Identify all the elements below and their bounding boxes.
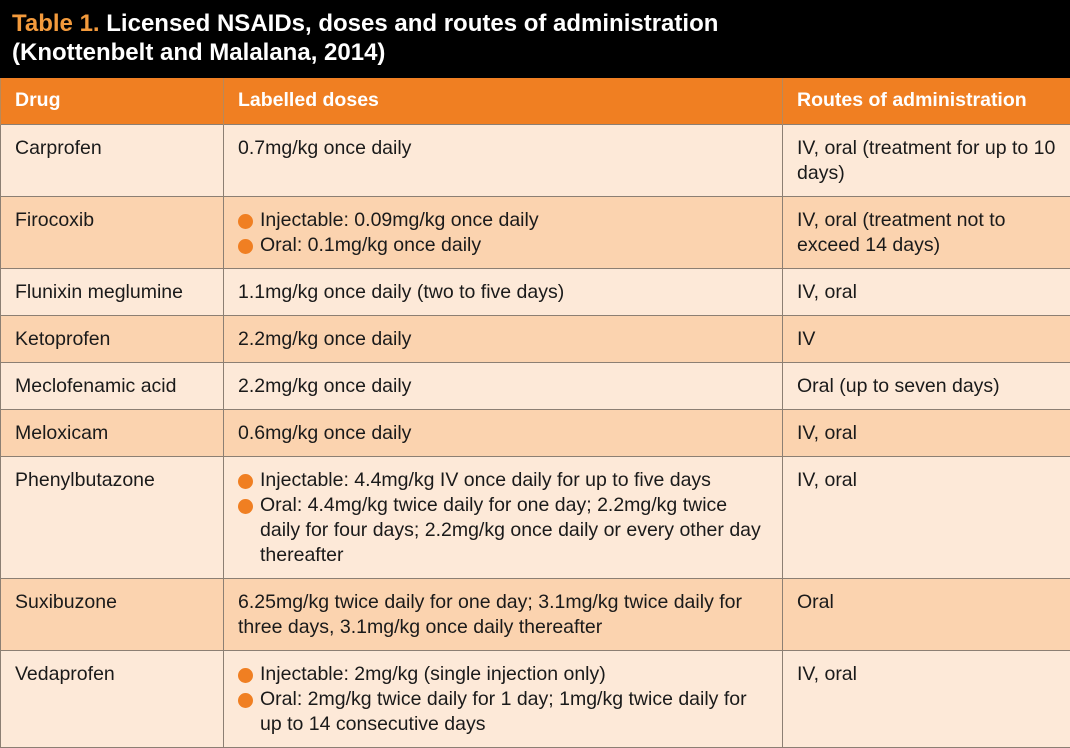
drug-cell: Vedaprofen <box>1 650 224 747</box>
route-cell: IV, oral <box>783 456 1070 578</box>
dose-cell <box>224 124 783 196</box>
bullet-icon <box>238 499 253 514</box>
route-cell: IV, oral <box>783 268 1070 315</box>
column-header-routes: Routes of administration <box>783 78 1070 124</box>
table-header-row <box>1 78 1070 124</box>
table-row <box>1 409 1070 456</box>
dose-cell <box>224 456 783 578</box>
table-row <box>1 268 1070 315</box>
route-cell: IV, oral <box>783 650 1070 747</box>
drug-cell: Meloxicam <box>1 409 224 456</box>
column-header-doses: Labelled doses <box>224 78 783 124</box>
bullet-icon <box>238 214 253 229</box>
dose-bullet-item <box>238 233 768 258</box>
dose-text: Oral: 2mg/kg twice daily for 1 day; 1mg/kg twice daily for up to 14 consecutive days <box>260 688 747 735</box>
table-row <box>1 196 1070 268</box>
dose-cell <box>224 409 783 456</box>
table-title <box>0 0 1070 78</box>
dose-cell <box>224 650 783 747</box>
dose-text: Injectable: 0.09mg/kg once daily <box>260 209 539 231</box>
title-line-1 <box>12 9 1058 38</box>
nsaid-table <box>0 78 1070 748</box>
table-row <box>1 124 1070 196</box>
bullet-icon <box>238 474 253 489</box>
dose-bullet-item <box>238 662 768 687</box>
dose-text: Injectable: 2mg/kg (single injection only) <box>260 663 606 685</box>
table-row <box>1 456 1070 578</box>
drug-cell: Flunixin meglumine <box>1 268 224 315</box>
dose-text: 2.2mg/kg once daily <box>238 374 768 399</box>
dose-bullet-item <box>238 687 768 737</box>
route-cell: IV, oral (treatment for up to 10 days) <box>783 124 1070 196</box>
route-cell: Oral (up to seven days) <box>783 362 1070 409</box>
table-row <box>1 578 1070 650</box>
dose-text: 2.2mg/kg once daily <box>238 327 768 352</box>
dose-cell <box>224 578 783 650</box>
drug-cell: Phenylbutazone <box>1 456 224 578</box>
dose-cell <box>224 196 783 268</box>
drug-cell: Ketoprofen <box>1 315 224 362</box>
drug-cell: Suxibuzone <box>1 578 224 650</box>
drug-cell: Carprofen <box>1 124 224 196</box>
route-cell: IV <box>783 315 1070 362</box>
dose-bullet-item <box>238 493 768 568</box>
table-row <box>1 650 1070 747</box>
table-row <box>1 362 1070 409</box>
dose-cell <box>224 268 783 315</box>
dose-text: 6.25mg/kg twice daily for one day; 3.1mg/kg twice daily for three days, 3.1mg/kg once daily thereafter <box>238 590 768 640</box>
dose-text: Oral: 0.1mg/kg once daily <box>260 234 481 256</box>
drug-cell: Firocoxib <box>1 196 224 268</box>
title-line-2: (Knottenbelt and Malalana, 2014) <box>12 38 1058 67</box>
route-cell: IV, oral <box>783 409 1070 456</box>
dose-text: 1.1mg/kg once daily (two to five days) <box>238 280 768 305</box>
table-number-label: Table 1. <box>12 10 100 37</box>
bullet-icon <box>238 239 253 254</box>
dose-cell <box>224 362 783 409</box>
route-cell: IV, oral (treatment not to exceed 14 days) <box>783 196 1070 268</box>
dose-text: 0.7mg/kg once daily <box>238 136 768 161</box>
table-row <box>1 315 1070 362</box>
bullet-icon <box>238 668 253 683</box>
dose-text: Oral: 4.4mg/kg twice daily for one day; 2.2mg/kg twice daily for four days; 2.2mg/kg once daily or every other day thereafter <box>260 494 761 566</box>
dose-cell <box>224 315 783 362</box>
table-body <box>1 124 1070 747</box>
dose-text: Injectable: 4.4mg/kg IV once daily for up to five days <box>260 469 711 491</box>
dose-bullet-item <box>238 208 768 233</box>
title-text: Licensed NSAIDs, doses and routes of administration <box>106 10 718 37</box>
column-header-drug: Drug <box>1 78 224 124</box>
bullet-icon <box>238 693 253 708</box>
dose-text: 0.6mg/kg once daily <box>238 421 768 446</box>
route-cell: Oral <box>783 578 1070 650</box>
dose-bullet-item <box>238 468 768 493</box>
drug-cell: Meclofenamic acid <box>1 362 224 409</box>
